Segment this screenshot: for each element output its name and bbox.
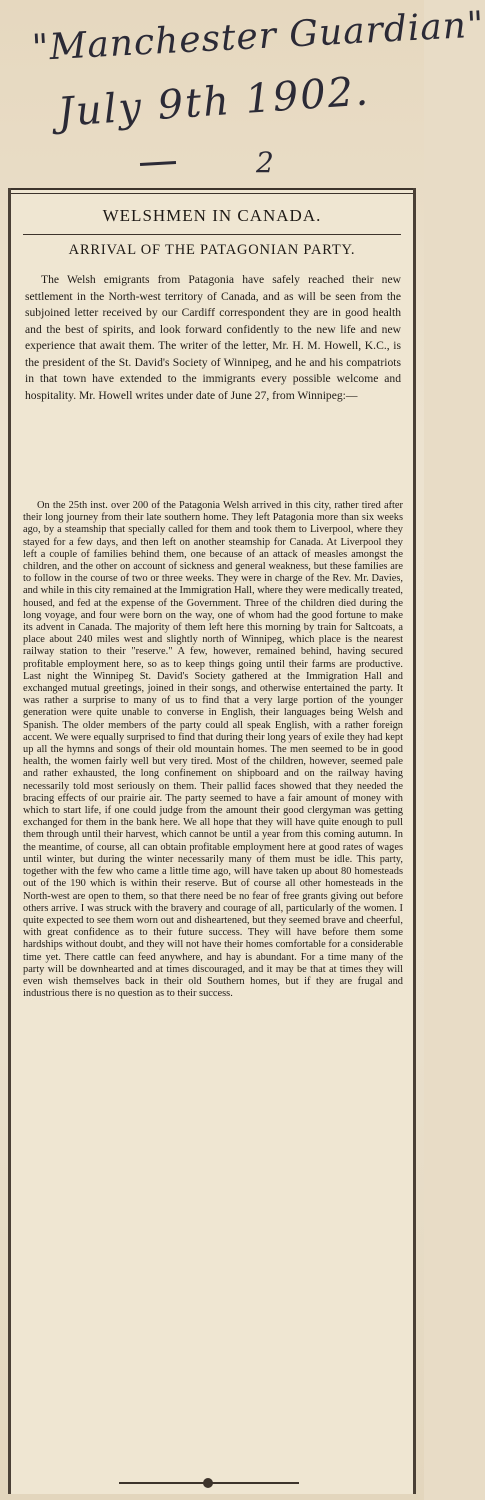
annotation-date: July 9th 1902. <box>56 68 372 136</box>
top-rule <box>11 188 413 190</box>
annotation-dash <box>140 161 176 166</box>
annotation-mark: 2 <box>256 146 274 179</box>
article-lede: The Welsh emigrants from Patagonia have safely reached their new settlement in the North-west territory of Canada, and as will be seen from the subjoined letter received by our Cardiff correspondent they are in good health and the best of spirits, and look forward confidently to the new life and new experience that await them. The writer of the letter, Mr. H. M. Howell, K.C., is the president of the St. David's Society of Winnipeg, and he and his compatriots in that town have extended to the immigrants every possible welcome and hospitality. Mr. Howell writes under date of June 27, from Winnipeg:— <box>25 273 401 402</box>
newspaper-clipping <box>8 188 416 1494</box>
article-headline: WELSHMEN IN CANADA. <box>102 206 322 225</box>
article-body: On the 25th inst. over 200 of the Patagonia Welsh arrived in this city, rather tired after their long journey from their late southern home. They left Patagonia more than six weeks ago, by a steamship that specially called for them and took them to Liverpool, where they stayed for a few days, and then left on another steamship for Canada. At Liverpool they left a couple of families behind them, one because of an attack of measles amongst the children, and the other on account of sickness and general weakness, but these families are to follow in the course of two or three weeks. They were in charge of the Rev. Mr. Davies, and while in this city remained at the Immigration Hall, where they were medically treated, housed, and fed at the expense of the Government. Three of the children died during the long voyage, and four were born on the way, one of whom had the good fortune to make its advent in Canada. The majority of them left here this morning by train for Saltcoats, a place about 240 miles west and slightly north of Winnipeg, which place is the nearest railway station to their "reserve." A few, however, remained behind, having secured profitable employment here, so as to keep things going until their farms are productive. Last night the Winnipeg St. David's Society gathered at the Immigration Hall and exchanged mutual greetings, joined in their songs, and otherwise entertained the party. It was rather a surprise to many of us to find that a very large portion of the younger generation were quite unable to converse in English, their languages being Welsh and Spanish. The older members of the party could all speak English, with a rather foreign accent. We were equally surprised to find that during their long years of exile they had kept up all the hymns and songs of their old mountain homes. The men seemed to be in good health, the women fairly well but very tired. Most of the children, however, seemed pale and rather exhausted, the long confinement on shipboard and on the railway having necessarily told most seriously on them. Their pallid faces showed that they needed the bracing effects of our prairie air. The party seemed to have a fair amount of money with which to start life, if one could judge from the amount their good clergyman was getting exchanged for them in the bank here. We all hope that they will have quite enough to pull them through until their harvest, which cannot be until a year from this coming autumn. In the meantime, of course, all can obtain profitable employment here at good rates of wages until winter, but during the winter necessarily many of them must be idle. This party, together with the few who came a little time ago, will have taken up about 80 homesteads out of the 190 which is within their reserve. But of course all other homesteads in the North-west are open to them, so that there need be no fear of free grants giving out before others arrive. I was struck with the bravery and courage of all, particularly of the women. I quite expected to see them worn out and disheartened, but they seemed brave and cheerful, with great confidence as to their future success. They will have before them some hardships without doubt, and they will not have their homes comfortable for a considerable time yet. There cattle can feed anywhere, and hay is abundant. For a time many of the party will be downhearted and at times discouraged, and it may be that at times they will even wish themselves back in their old Southern homes, but if they are frugal and industrious there is no question as to their success. <box>23 500 403 1000</box>
headline-divider <box>23 234 401 235</box>
handwritten-annotation <box>28 4 485 180</box>
annotation-source: "Manchester Guardian" <box>30 4 485 69</box>
top-rule-thin <box>11 193 413 194</box>
article-subheadline: ARRIVAL OF THE PATAGONIAN PARTY. <box>68 242 356 258</box>
end-ornament <box>203 1478 213 1488</box>
